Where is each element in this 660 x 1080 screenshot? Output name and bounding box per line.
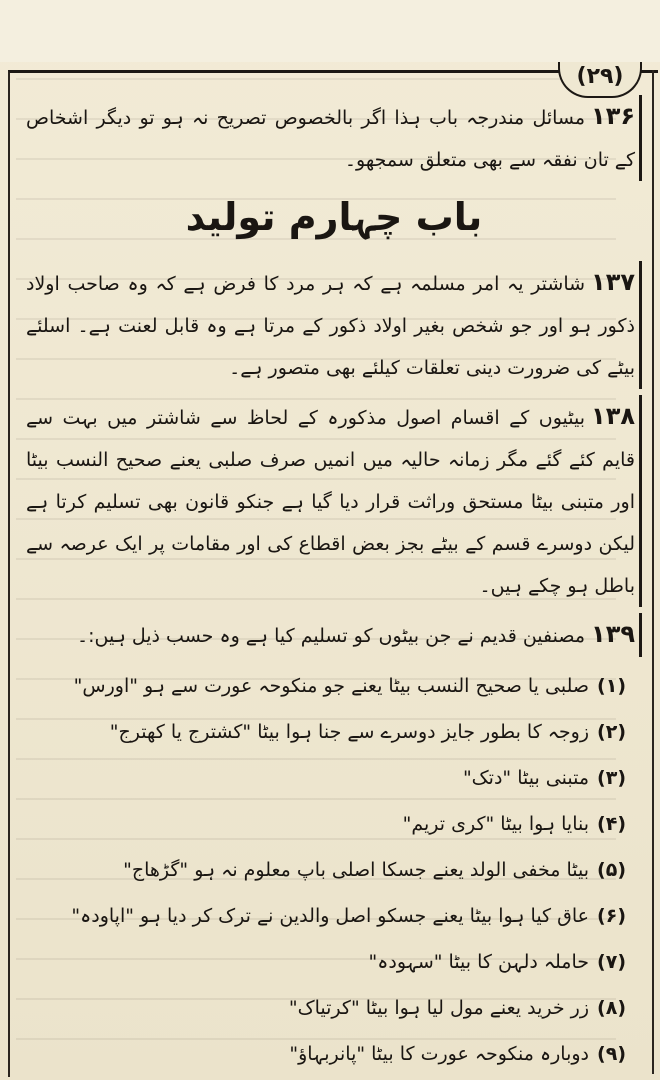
- son-types-list: [26, 663, 626, 1077]
- list-item-number: (۳): [597, 767, 626, 789]
- paragraph-number: ۱۳۶: [591, 102, 635, 130]
- list-item-number: (۶): [597, 905, 626, 927]
- list-item-text: بنایا ہوا بیٹا "کری تریم": [402, 813, 590, 835]
- paragraph-text: مصنفین قدیم نے جن بیٹوں کو تسلیم کیا ہے وہ حسب ذیل ہیں:۔: [76, 625, 586, 647]
- list-item-text: زر خرید یعنے مول لیا ہوا بیٹا "کرتیاک": [288, 997, 590, 1019]
- list-item: [26, 847, 626, 893]
- paragraph-text: شاشتر یہ امر مسلمہ ہے کہ ہر مرد کا فرض ہے کہ وہ صاحب اولاد ذکور ہو اور جو شخص بغیر اولاد ذکور کے مرتا ہے وہ قابل لعنت ہے۔ اسلئے بیٹے کی ضرورت دینی تعلقات کیلئے بھی متصور ہے۔: [26, 273, 635, 379]
- list-item-number: (۱): [597, 675, 626, 697]
- list-item-number: (۹): [597, 1043, 626, 1065]
- paragraph-139: [26, 613, 642, 657]
- list-item-number: (۸): [597, 997, 626, 1019]
- chapter-heading: باب چہارم تولید: [185, 195, 483, 239]
- paragraph-number: ۱۳۸: [591, 402, 635, 430]
- list-item: [26, 755, 626, 801]
- paragraph-number: ۱۳۹: [591, 620, 635, 648]
- paragraph-138: [26, 395, 642, 607]
- list-item-text: بیٹا مخفی الولد یعنے جسکا اصلی باپ معلوم نہ ہو "گڑھاج": [123, 859, 590, 881]
- list-item: [26, 801, 626, 847]
- list-item: [26, 663, 626, 709]
- page-number: (۲۹): [558, 62, 642, 98]
- paragraph-number: ۱۳۷: [591, 268, 635, 296]
- list-item: [26, 939, 626, 985]
- page-frame-right: [652, 70, 654, 1074]
- list-item-text: دوبارہ منکوحہ عورت کا بیٹا "پانربہاؤ": [289, 1043, 590, 1065]
- paragraph-137: [26, 261, 642, 389]
- list-item-text: متبنی بیٹا "دتک": [462, 767, 590, 789]
- list-item-text: حاملہ دلہن کا بیٹا "سہودہ": [368, 951, 590, 973]
- list-item: [26, 985, 626, 1031]
- list-item-text: زوجہ کا بطور جایز دوسرے سے جنا ہوا بیٹا "کشترج یا کھترج": [109, 721, 590, 743]
- list-item-text: صلبی یا صحیح النسب بیٹا یعنے جو منکوحہ عورت سے ہو "اورس": [73, 675, 590, 697]
- list-item-number: (۷): [597, 951, 626, 973]
- list-item-number: (۲): [597, 721, 626, 743]
- paragraph-text: بیٹیوں کے اقسام اصول مذکورہ کے لحاظ سے شاشتر میں بہت سے قایم کئے گئے مگر زمانہ حالیہ میں انمیں صرف صلبی یعنے صحیح النسب بیٹا اور متبنی بیٹا مستحق وراثت قرار دیا گیا ہے جنکو قانون بھی تسلیم کرتا ہے لیکن دوسرے قسم کے بیٹے بجز بعض اقطاع کی اور مقامات پر ایک عرصہ سے باطل ہو چکے ہیں۔: [26, 407, 635, 597]
- paragraph-136: [26, 95, 642, 181]
- paragraph-text: مسائل مندرجہ باب ہذا اگر بالخصوص تصریح نہ ہو تو دیگر اشخاص کے تان نفقہ سے بھی متعلق سمجھو۔: [26, 107, 635, 171]
- list-item-text: عاق کیا ہوا بیٹا یعنے جسکو اصل والدین نے ترک کر دیا ہو "اپاودہ": [71, 905, 590, 927]
- list-item: [26, 893, 626, 939]
- list-item: [26, 709, 626, 755]
- list-item: [26, 1031, 626, 1077]
- page-body: [26, 95, 642, 1070]
- list-item-number: (۵): [597, 859, 626, 881]
- list-item-number: (۴): [597, 813, 626, 835]
